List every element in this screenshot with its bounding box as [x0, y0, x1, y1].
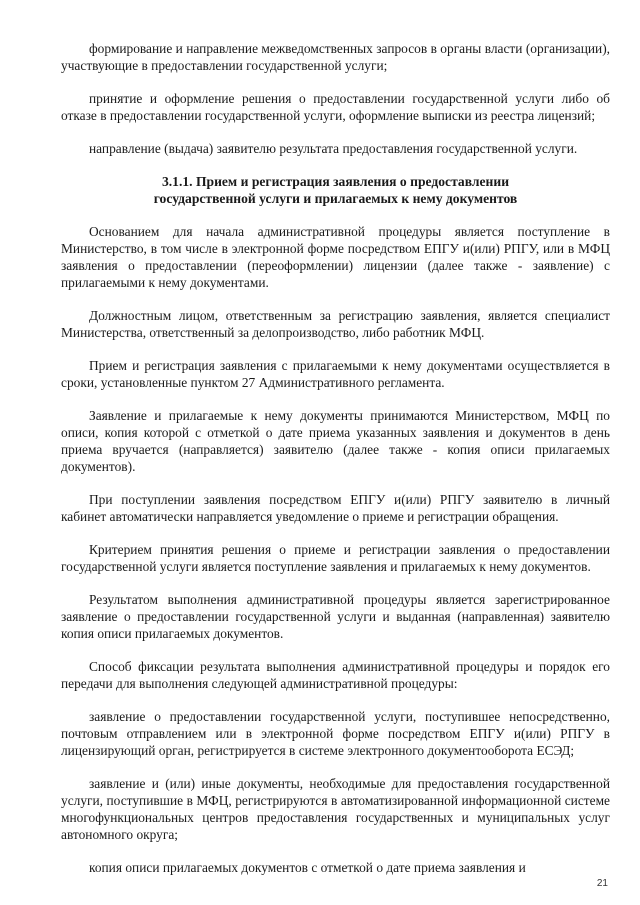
paragraph-interagency-requests: формирование и направление межведомственных запросов в органы власти (организации), участвующие в предоставлении государственной услуги;: [61, 41, 610, 73]
paragraph-inventory-copy-mark: копия описи прилагаемых документов с отметкой о дате приема заявления и: [89, 860, 526, 875]
paragraph-result-delivery: направление (выдача) заявителю результата предоставления государственной услуги.: [89, 141, 578, 156]
paragraph-mfc-registration: заявление и (или) иные документы, необходимые для предоставления государственной услуги, поступившие в МФЦ, регистрируются в автоматизированной информационной системе многофункциональных центров предоставления государственных и муниципальных услуг автономного округа;: [61, 776, 610, 842]
paragraph-decision-adoption: принятие и оформление решения о предоставлении государственной услуги либо об отказе в предоставлении государственной услуги, оформление выписки из реестра лицензий;: [61, 91, 610, 123]
section-title: [61, 173, 610, 207]
paragraph-procedure-result: Результатом выполнения административной процедуры является зарегистрированное заявление о предоставлении государственной услуги и выданная (направленная) заявителю копия описи прилагаемых документов.: [61, 592, 610, 641]
paragraph-responsible-official: Должностным лицом, ответственным за регистрацию заявления, является специалист Министерства, ответственный за делопроизводство, либо работник МФЦ.: [61, 308, 610, 340]
paragraph-procedure-basis: Основанием для начала административной процедуры является поступление в Министерство, в том числе в электронной форме посредством ЕПГУ и(или) РПГУ, или в МФЦ заявления о предоставлении (переоформлении) лицензии (далее также - заявление) с прилагаемыми к нему документами.: [61, 224, 610, 290]
paragraph-inventory-copy: Заявление и прилагаемые к нему документы принимаются Министерством, МФЦ по описи, копия которой с отметкой о дате приема указанных заявления и документов в день приема вручается (направляется) заявителю (далее также - копия описи прилагаемых документов).: [61, 408, 610, 474]
section-title-line-2: государственной услуги и прилагаемых к нему документов: [153, 191, 518, 206]
paragraph-decision-criterion: Критерием принятия решения о приеме и регистрации заявления о предоставлении государственной услуги является поступление заявления и прилагаемых к нему документов.: [61, 542, 610, 574]
paragraph-fixation-method: Способ фиксации результата выполнения административной процедуры и порядок его передачи для выполнения следующей административной процедуры:: [61, 659, 610, 691]
page-number: 21: [596, 878, 608, 889]
paragraph-esed-registration: заявление о предоставлении государственной услуги, поступившее непосредственно, почтовым отправлением или в электронной форме посредством ЕПГУ и(или) РПГУ в лицензирующий орган, регистрируется в системе электронного документооборота ЕСЭД;: [61, 709, 610, 758]
paragraph-epgu-notification: При поступлении заявления посредством ЕПГУ и(или) РПГУ заявителю в личный кабинет автоматически направляется уведомление о приеме и регистрации обращения.: [61, 492, 610, 524]
section-title-line-1: 3.1.1. Прием и регистрация заявления о предоставлении: [161, 174, 510, 189]
paragraph-registration-terms: Прием и регистрация заявления с прилагаемыми к нему документами осуществляется в сроки, установленные пунктом 27 Административного регламента.: [61, 358, 610, 390]
document-page: [61, 40, 610, 892]
